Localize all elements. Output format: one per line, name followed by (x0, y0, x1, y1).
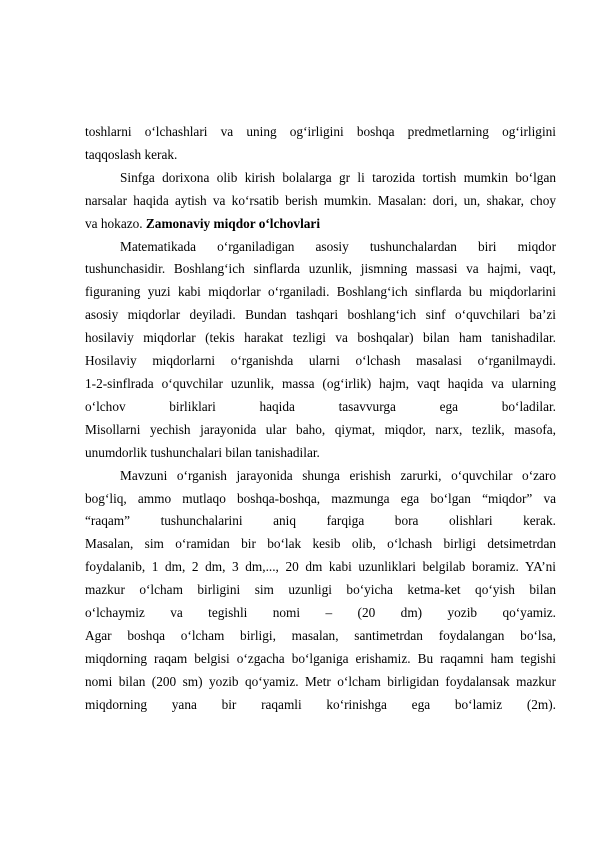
text-line (85, 281, 556, 304)
text-line-content: hosilaviy miqdorlar (tekis harakat tezligi va boshqalar) bilan ham tanishadilar. (85, 330, 556, 346)
text-line-content: foydalanib, 1 dm, 2 dm, 3 dm,..., 20 dm kabi uzunliklari belgilab boramiz. YA’ni (85, 559, 556, 575)
text-line-content: Matematikada o‘rganiladigan asosiy tushunchalardan biri miqdor (120, 238, 556, 254)
text-line-content: figuraning yuzi kabi miqdorlar o‘rganiladi. Boshlang‘ich sinflarda bu miqdorlarini (85, 284, 556, 300)
text-line-content: nomi bilan (200 sm) yozib qo‘yamiz. Metr o‘lcham birligidan foydalansak mazkur (85, 673, 556, 689)
text-line-content: bog‘liq, ammo mutlaqo boshqa-boshqa, mazmunga ega bo‘lgan “miqdor” va (85, 490, 556, 506)
section-heading: Zamonaviy miqdor o‘lchovlari (145, 215, 321, 231)
text-line-content: asosiy miqdorlar deyiladi. Bundan tashqari boshlang‘ich sinf o‘quvchilari ba’zi (85, 307, 556, 323)
text-line-content: “raqam” tushunchalarini aniq farqiga bora olishlari kerak. (85, 513, 556, 529)
text-line (85, 144, 556, 167)
text-line (85, 350, 556, 373)
text-line-content: miqdorning yana bir raqamli ko‘rinishga ega bo‘lamiz (2m). (85, 696, 556, 712)
text-line (85, 167, 556, 190)
text-line-content: o‘lchov birliklari haqida tasavvurga ega bo‘ladilar. (85, 398, 556, 414)
text-line-content: Agar boshqa o‘lcham birligi, masalan, santimetrdan foydalangan bo‘lsa, (85, 627, 556, 643)
text-line (85, 373, 556, 396)
text-line (85, 258, 556, 281)
text-line (85, 648, 556, 671)
text-line-content: Hosilaviy miqdorlarni o‘rganishda ularni o‘lchash masalasi o‘rganilmaydi. (85, 353, 556, 369)
text-line-content: mazkur o‘lcham birligini sim uzunligi bo‘yicha ketma-ket qo‘yish bilan (85, 582, 556, 598)
text-line (85, 419, 556, 442)
text-line-content: o‘lchaymiz va tegishli nomi – (20 dm) yozib qo‘yamiz. (85, 605, 556, 621)
text-line (85, 533, 556, 556)
text-line (85, 327, 556, 350)
text-line-content: unumdorlik tushunchalari bilan tanishadilar. (85, 444, 320, 460)
text-line (85, 304, 556, 327)
text-line-content: Masalan, sim o‘ramidan bir bo‘lak kesib olib, o‘lchash birligi detsimetrdan (85, 536, 556, 552)
text-line (85, 465, 556, 488)
text-line-content: taqqoslash kerak. (85, 146, 178, 162)
text-line (85, 579, 556, 602)
text-line (85, 213, 556, 236)
text-line (85, 625, 556, 648)
document-page (85, 121, 556, 717)
text-line-content: 1-2-sinflrada o‘quvchilar uzunlik, massa (og‘irlik) hajm, vaqt haqida va ularning (85, 375, 556, 391)
text-line-content: narsalar haqida aytish va ko‘rsatib berish mumkin. Masalan: dori, un, shakar, choy (85, 192, 556, 208)
text-line (85, 488, 556, 511)
text-line-content: Misollarni yechish jarayonida ular baho, qiymat, miqdor, narx, tezlik, masofa, (85, 421, 556, 437)
text-line (85, 121, 556, 144)
text-line-content: miqdorning raqam belgisi o‘zgacha bo‘lganiga erishamiz. Bu raqamni ham tegishi (85, 650, 556, 666)
text-line-content: Mavzuni o‘rganish jarayonida shunga erishish zarurki, o‘quvchilar o‘zaro (120, 467, 556, 483)
text-line (85, 396, 556, 419)
text-line-content: toshlarni o‘lchashlari va uning og‘irligini boshqa predmetlarning og‘irligini (85, 124, 556, 139)
text-line-content: tushunchasidir. Boshlang‘ich sinflarda uzunlik, jismning massasi va hajmi, vaqt, (85, 261, 556, 277)
text-line (85, 190, 556, 213)
text-line (85, 236, 556, 259)
text-line (85, 556, 556, 579)
text-line (85, 694, 556, 717)
text-line (85, 602, 556, 625)
text-line (85, 442, 556, 465)
text-line (85, 510, 556, 533)
text-line-content: Sinfga dorixona olib kirish bolalarga gr li tarozida tortish mumkin bo‘lgan (120, 169, 556, 185)
text-line-content: va hokazo. (85, 215, 146, 231)
text-line (85, 671, 556, 694)
